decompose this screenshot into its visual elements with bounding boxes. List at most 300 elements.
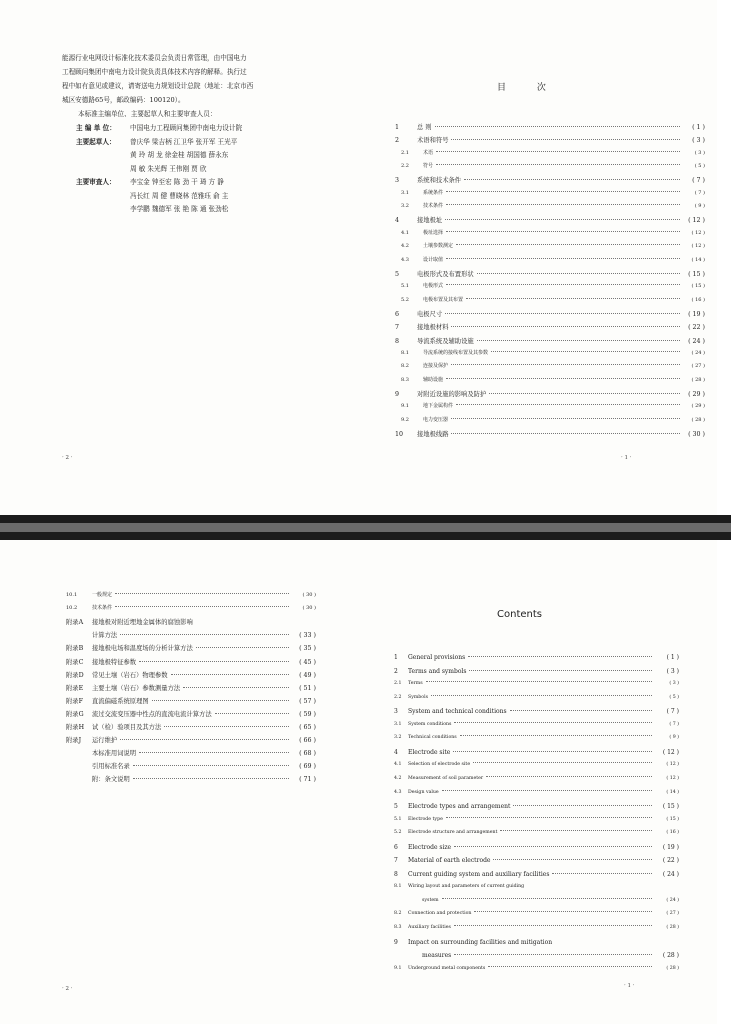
page-toc-en	[339, 540, 717, 1024]
toc-entry-label: 技术条件	[423, 203, 444, 210]
toc-entry	[395, 309, 705, 318]
toc-entry-label: 电极尺寸	[417, 310, 443, 318]
toc-entry	[66, 748, 316, 757]
contributor-label: 主 编 单 位：	[76, 124, 116, 132]
toc-entry-label: 技术条件	[92, 605, 113, 612]
toc-entry-page: ( 12 )	[666, 762, 679, 768]
toc-leader-dots	[451, 418, 680, 419]
toc-entry	[394, 925, 679, 930]
toc-leader-dots	[477, 340, 680, 341]
page-number: · 2 ·	[62, 455, 73, 461]
toc-entry-number: 4.1	[394, 762, 402, 768]
toc-entry	[394, 735, 679, 740]
toc-entry-page: ( 12 )	[662, 748, 679, 756]
toc-entry-number: 3	[394, 708, 398, 716]
toc-entry-label: 连接及保护	[423, 363, 449, 370]
toc-entry	[395, 389, 705, 398]
page-number: · 2 ·	[62, 986, 73, 992]
toc-leader-dots	[426, 681, 652, 682]
toc-leader-dots	[552, 873, 652, 874]
toc-entry-page: ( 65 )	[299, 724, 316, 731]
toc-entry-label: 术语和符号	[417, 137, 449, 145]
toc-entry-number: 5	[394, 803, 398, 811]
toc-entry-page: ( 22 )	[662, 857, 679, 865]
toc-entry	[394, 654, 679, 661]
toc-leader-dots	[464, 179, 680, 180]
toc-entry-page: ( 12 )	[691, 229, 705, 236]
toc-entry	[394, 762, 679, 767]
toc-entry-number: 2.2	[401, 163, 409, 170]
toc-entry-number: 8.1	[394, 884, 402, 890]
toc-leader-dots	[171, 674, 289, 675]
toc-leader-dots	[489, 393, 680, 394]
toc-entry-number: 6	[395, 310, 400, 318]
toc-entry-number: 附录J	[66, 737, 82, 745]
toc-entry-number: 附录B	[66, 645, 84, 653]
toc-entry-label: Electrode structure and arrangement	[408, 830, 498, 836]
toc-entry	[66, 761, 316, 770]
toc-entry-label: 电极形式	[423, 283, 444, 290]
toc-leader-dots	[491, 351, 680, 352]
toc-entry-number: 9.1	[401, 403, 409, 410]
toc-entry	[395, 189, 705, 196]
toc-entry	[394, 790, 679, 795]
toc-entry-page: ( 7 )	[666, 708, 679, 716]
toc-entry	[66, 617, 316, 626]
toc-entry-number: 8.3	[401, 376, 409, 383]
toc-entry	[395, 229, 705, 236]
toc-entry	[66, 774, 316, 783]
toc-entry	[395, 349, 705, 356]
toc-entry-page: ( 49 )	[299, 671, 316, 679]
toc-entry	[66, 683, 316, 692]
page-toc-cn-continued	[0, 540, 339, 1024]
toc-entry-page: ( 30 )	[302, 592, 316, 598]
toc-entry	[394, 898, 679, 903]
toc-entry-page: ( 3 )	[669, 681, 679, 687]
toc-entry-page: ( 57 )	[299, 697, 316, 705]
toc-entry-label: 接地极电场和温度场的分析计算方法	[92, 645, 193, 653]
toc-entry-number: 2	[395, 137, 400, 145]
toc-entry-page: ( 35 )	[299, 645, 316, 653]
toc-entry-page: ( 7 )	[694, 189, 705, 196]
toc-entry-page: ( 1 )	[666, 654, 679, 661]
toc-leader-dots	[454, 954, 652, 955]
toc-leader-dots	[500, 830, 652, 831]
toc-entry-page: ( 7 )	[669, 721, 679, 727]
toc-leader-dots	[431, 695, 652, 696]
toc-entry	[66, 709, 316, 718]
toc-entry-label: 辅助设施	[423, 376, 444, 383]
toc-entry	[394, 952, 679, 959]
toc-entry-number: 9.1	[394, 965, 402, 971]
toc-entry	[394, 871, 679, 878]
toc-leader-dots	[460, 735, 652, 736]
toc-entry-label: measures	[422, 952, 452, 960]
toc-entry-label: 设计取值	[423, 256, 444, 263]
toc-entry-page: ( 28 )	[666, 965, 679, 971]
toc-entry-number: 8.1	[401, 349, 409, 356]
toc-entry	[395, 402, 705, 409]
toc-entry	[66, 591, 316, 598]
toc-entry-label: 运行维护	[92, 737, 118, 745]
toc-leader-dots	[456, 244, 680, 245]
toc-leader-dots	[466, 298, 680, 299]
toc-leader-dots	[451, 364, 680, 365]
intro-line: 工程顾问集团中南电力设计院负责具体技术内容的解释。执行过	[62, 68, 247, 76]
toc-entry-page: ( 12 )	[688, 217, 705, 225]
toc-entry-page: ( 24 )	[666, 897, 679, 903]
toc-entry	[395, 256, 705, 263]
toc-entry-label: Electrode types and arrangement	[408, 803, 511, 811]
toc-entry-label: 计算方法	[92, 632, 118, 640]
toc-leader-dots	[215, 713, 289, 714]
toc-leader-dots	[196, 647, 289, 648]
toc-entry-number: 9.2	[401, 416, 409, 423]
toc-entry-label: 接地极址	[417, 217, 443, 225]
toc-entry	[394, 722, 679, 727]
toc-entry	[395, 162, 705, 169]
toc-entry-page: ( 59 )	[299, 710, 316, 718]
toc-entry-label: 符号	[423, 163, 434, 170]
toc-entry-number: 8	[394, 870, 398, 878]
toc-entry-number: 10	[395, 431, 404, 439]
toc-entry-number: 2.1	[401, 149, 409, 156]
toc-entry-number: 附录A	[66, 619, 84, 627]
toc-entry	[395, 122, 705, 131]
toc-entry-label: Electrode size	[408, 843, 452, 851]
toc-entry-number: 8	[395, 337, 400, 345]
toc-entry	[66, 657, 316, 666]
toc-entry-number: 9	[395, 391, 400, 398]
toc-leader-dots	[513, 805, 652, 806]
toc-leader-dots	[152, 700, 289, 701]
toc-entry	[395, 429, 705, 438]
intro-line: 能源行业电网设计标准化技术委员会负责日常管理，由中国电力	[62, 54, 247, 62]
toc-entry-label: 地下金属构件	[423, 403, 454, 410]
toc-entry-label: 接地极材料	[417, 324, 449, 332]
toc-entry	[395, 175, 705, 184]
toc-entry	[394, 803, 679, 810]
toc-entry-page: ( 51 )	[299, 684, 316, 692]
toc-entry-label: System conditions	[408, 721, 452, 727]
toc-entry-number: 2	[394, 667, 398, 675]
toc-entry	[66, 630, 316, 639]
toc-leader-dots	[486, 776, 652, 777]
toc-entry-page: ( 24 )	[691, 349, 705, 356]
toc-entry-label: Terms	[408, 681, 423, 687]
toc-entry-label: Impact on surrounding facilities and mitigation	[408, 938, 553, 946]
toc-entry-label: General provisions	[408, 654, 466, 661]
toc-entry-label: 土壤参数测定	[423, 243, 454, 250]
toc-entry-page: ( 27 )	[691, 363, 705, 370]
toc-entry-number: 5.1	[401, 283, 409, 290]
toc-entry-number: 10.1	[66, 592, 78, 598]
toc-entry-page: ( 68 )	[299, 750, 316, 758]
toc-entry	[66, 670, 316, 679]
toc-entry-page: ( 16 )	[691, 296, 705, 303]
intro-note: 本标准主编单位、主要起草人和主要审查人员：	[78, 110, 217, 118]
toc-entry-label: 直流偏磁系统原理图	[92, 697, 149, 705]
page-edge	[717, 540, 731, 1024]
toc-entry-page: ( 66 )	[299, 737, 316, 745]
toc-entry-label: Auxiliary facilities	[408, 925, 451, 930]
toc-leader-dots	[446, 191, 680, 192]
toc-entry-label: Measurement of soil parameter	[408, 775, 484, 781]
toc-entry-label: 试（检）验项目及其方法	[92, 724, 162, 731]
toc-entry	[395, 149, 705, 156]
toc-entry-page: ( 9 )	[669, 735, 679, 741]
toc-entry	[394, 939, 679, 946]
contributor-names: 中国电力工程顾问集团中南电力设计院	[130, 124, 243, 132]
toc-entry	[394, 844, 679, 851]
toc-leader-dots	[164, 726, 289, 727]
toc-leader-dots	[493, 859, 652, 860]
toc-entry	[394, 911, 679, 916]
toc-entry-number: 5	[395, 270, 400, 278]
scan-separator-band	[0, 523, 731, 532]
toc-entry-number: 4	[394, 748, 398, 756]
toc-entry-number: 7	[394, 857, 398, 865]
toc-entry-number: 8.3	[394, 925, 402, 930]
contributor-label: 主要审查人：	[76, 178, 116, 186]
toc-entry-page: ( 28 )	[691, 376, 705, 383]
toc-entry	[394, 776, 679, 781]
toc-title: 目 次	[497, 83, 560, 93]
contributor-names: 李学鹏 魏德军 张 艳 陈 通 张劲松	[130, 205, 229, 213]
toc-entry-number: 附录E	[66, 684, 84, 692]
toc-leader-dots	[183, 687, 289, 688]
toc-entry	[66, 643, 316, 652]
toc-entry-label: 极址选择	[423, 229, 444, 236]
toc-entry	[66, 696, 316, 705]
toc-entry-number: 9	[394, 938, 398, 946]
toc-entry	[394, 884, 679, 889]
contributor-names: 冯长红 周 健 曹晓林 范雅珏 俞 主	[130, 191, 229, 200]
toc-entry	[394, 695, 679, 700]
toc-entry-label: 导流系统的接线布置及其参数	[423, 349, 489, 356]
toc-entry-label: 引用标准名录	[92, 763, 130, 771]
toc-leader-dots	[446, 258, 680, 259]
toc-leader-dots	[454, 722, 652, 723]
contributor-names: 黄 玲 胡 龙 徐金桂 胡国德 薛永东	[130, 151, 229, 159]
toc-leader-dots	[468, 656, 652, 657]
toc-entry-page: ( 14 )	[666, 789, 679, 795]
toc-entry	[395, 269, 705, 278]
toc-entry	[395, 322, 705, 331]
toc-leader-dots	[139, 661, 289, 662]
toc-leader-dots	[120, 634, 289, 635]
toc-entry-page: ( 28 )	[666, 925, 679, 930]
toc-entry-label: 电极布置及其布置	[423, 296, 464, 303]
toc-leader-dots	[445, 313, 680, 314]
toc-entry-page: ( 19 )	[688, 310, 705, 318]
toc-entry	[395, 416, 705, 423]
toc-entry	[66, 722, 316, 731]
toc-leader-dots	[115, 606, 289, 607]
toc-entry-page: ( 5 )	[694, 163, 705, 170]
toc-entry-page: ( 12 )	[691, 243, 705, 250]
toc-entry	[395, 362, 705, 369]
toc-entry	[394, 857, 679, 864]
toc-entry	[395, 135, 705, 144]
toc-entry-label: 一般规定	[92, 592, 113, 598]
toc-leader-dots	[446, 284, 680, 285]
toc-leader-dots	[442, 898, 652, 899]
contributor-names: 周 敏 朱光辉 王伟刚 贾 欣	[130, 164, 207, 173]
toc-leader-dots	[469, 670, 652, 671]
toc-entry-number: 7	[395, 324, 400, 332]
toc-leader-dots	[115, 593, 289, 594]
toc-entry-page: ( 30 )	[302, 605, 316, 612]
toc-entry-number: 5.1	[394, 816, 402, 822]
toc-leader-dots	[510, 710, 652, 711]
toc-entry	[394, 708, 679, 715]
toc-entry-number: 2.2	[394, 694, 402, 700]
toc-entry-number: 10.2	[66, 605, 78, 612]
toc-entry	[395, 336, 705, 345]
toc-entry-page: ( 29 )	[691, 403, 705, 410]
toc-leader-dots	[453, 751, 652, 752]
toc-leader-dots	[477, 273, 680, 274]
toc-leader-dots	[456, 404, 680, 405]
toc-entry-label: Symbols	[408, 694, 429, 700]
toc-leader-dots	[445, 219, 680, 220]
toc-leader-dots	[454, 846, 652, 847]
toc-entry-page: ( 28 )	[691, 416, 705, 423]
toc-entry-label: 术语	[423, 149, 434, 156]
toc-entry-number: 4.3	[394, 789, 402, 795]
toc-entry-page: ( 30 )	[688, 431, 705, 439]
toc-entry-number: 4	[395, 217, 400, 225]
toc-entry	[66, 604, 316, 611]
toc-entry	[395, 296, 705, 303]
toc-entry-label: Wiring layout and parameters of current guiding	[408, 884, 525, 890]
toc-entry-page: ( 22 )	[688, 324, 705, 332]
toc-entry-page: ( 12 )	[666, 775, 679, 781]
toc-entry-page: ( 19 )	[662, 843, 679, 851]
toc-leader-dots	[133, 778, 289, 779]
toc-entry-number: 附录G	[66, 710, 84, 718]
toc-entry-number: 3.2	[394, 735, 402, 741]
toc-entry	[395, 242, 705, 249]
contributor-label: 主要起草人：	[76, 137, 116, 146]
toc-entry-page: ( 45 )	[299, 658, 316, 666]
intro-line: 程中如有意见或建议，请寄送电力规划设计总院（地址：北京市西	[62, 82, 254, 90]
toc-entry-page: ( 9 )	[694, 203, 705, 210]
toc-entry-page: ( 5 )	[669, 694, 679, 700]
toc-entry-page: ( 14 )	[691, 256, 705, 263]
toc-entry-label: Connection and protection	[408, 911, 472, 917]
toc-entry-page: ( 15 )	[662, 803, 679, 811]
toc-leader-dots	[133, 765, 289, 766]
toc-entry-number: 附录D	[66, 671, 84, 679]
toc-leader-dots	[488, 966, 652, 967]
toc-leader-dots	[139, 752, 289, 753]
toc-entry-label: 总 则	[417, 124, 432, 131]
toc-entry	[394, 830, 679, 835]
toc-entry-label: 附：条文说明	[92, 776, 130, 784]
toc-entry-label: 本标准用词说明	[92, 750, 137, 758]
toc-entry-label: Current guiding system and auxiliary facilities	[408, 870, 550, 878]
toc-entry	[394, 817, 679, 822]
toc-entry-number: 1	[395, 124, 400, 131]
toc-entry-number: 3	[395, 177, 400, 185]
toc-entry	[394, 668, 679, 675]
toc-entry-page: ( 15 )	[691, 283, 705, 290]
contributor-names: 李宝金 钟至宏 陈 劲 干 琦 方 静	[130, 178, 224, 186]
toc-entry-page: ( 24 )	[662, 870, 679, 878]
intro-line: 城区安德路65号，邮政编码：100120）。	[62, 96, 185, 104]
toc-entry-page: ( 16 )	[666, 830, 679, 836]
contents-title: Contents	[497, 609, 542, 620]
toc-entry-label: 接地极对附近埋地金属体的腐蚀影响	[92, 619, 193, 627]
toc-entry-label: 接地极特征参数	[92, 658, 137, 666]
toc-entry-page: ( 71 )	[299, 776, 316, 784]
toc-entry	[66, 735, 316, 744]
page-number: · 1 ·	[624, 983, 635, 989]
toc-entry-label: Design value	[408, 789, 439, 795]
toc-entry	[394, 966, 679, 971]
toc-leader-dots	[446, 231, 680, 232]
toc-entry-number: 2.1	[394, 681, 402, 687]
toc-entry-label: 系统和技术条件	[417, 177, 462, 185]
toc-entry-label: Underground metal components	[408, 965, 486, 971]
toc-entry	[395, 202, 705, 209]
toc-entry-label: Electrode type	[408, 816, 443, 822]
toc-leader-dots	[474, 911, 652, 912]
toc-entry-page: ( 69 )	[299, 763, 316, 771]
toc-leader-dots	[451, 326, 680, 327]
toc-entry-number: 4.1	[401, 229, 409, 236]
toc-leader-dots	[446, 204, 680, 205]
toc-leader-dots	[120, 739, 289, 740]
toc-entry-number: 4.2	[401, 243, 409, 250]
toc-entry-label: 导流系统及辅助设施	[417, 337, 474, 345]
toc-entry	[394, 749, 679, 756]
toc-entry	[395, 215, 705, 224]
contributor-names: 曾庆华 梁吉柄 江卫华 张开军 王光平	[130, 137, 238, 146]
toc-entry-number: 3.2	[401, 203, 409, 210]
toc-entry-page: ( 7 )	[692, 177, 705, 185]
toc-entry-number: 8.2	[401, 363, 409, 370]
toc-entry-page: ( 24 )	[688, 337, 705, 345]
toc-entry-number: 附录F	[66, 697, 83, 705]
page-edge	[717, 0, 731, 515]
toc-leader-dots	[473, 762, 652, 763]
toc-entry-number: 附录C	[66, 658, 84, 666]
toc-entry-label: 电力变压器	[423, 416, 449, 423]
toc-leader-dots	[454, 925, 652, 926]
toc-entry-page: ( 3 )	[694, 149, 705, 156]
toc-entry-label: system	[422, 897, 439, 903]
toc-entry-number: 5.2	[394, 830, 402, 836]
toc-entry-label: Terms and symbols	[408, 667, 467, 675]
toc-entry	[395, 282, 705, 289]
toc-entry-number: 附录H	[66, 724, 85, 731]
toc-entry-number: 4.2	[394, 775, 402, 781]
toc-entry-label: System and technical conditions	[408, 708, 507, 716]
toc-entry-label: 对附近设施的影响及防护	[417, 391, 487, 398]
toc-entry-page: ( 29 )	[688, 391, 705, 398]
toc-entry-label: 常见土壤（岩石）物理参数	[92, 671, 168, 679]
toc-entry	[394, 681, 679, 686]
toc-leader-dots	[451, 433, 680, 434]
toc-leader-dots	[436, 151, 680, 152]
toc-entry-page: ( 15 )	[688, 270, 705, 278]
toc-entry-page: ( 27 )	[666, 911, 679, 917]
toc-leader-dots	[446, 378, 680, 379]
